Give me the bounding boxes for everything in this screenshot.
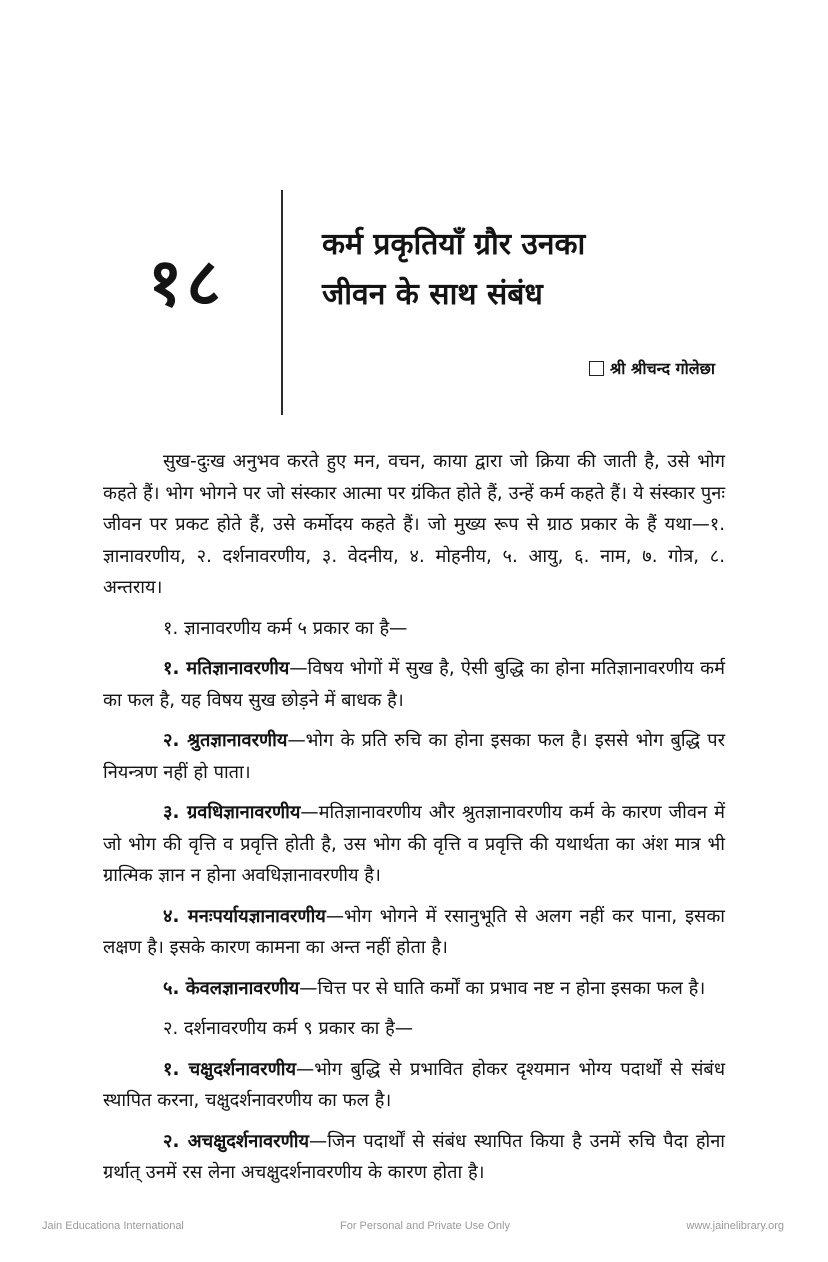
footer-website-link[interactable]: www.jainelibrary.org xyxy=(686,1220,784,1232)
footer-usage-note: For Personal and Private Use Only xyxy=(340,1220,510,1232)
paragraph-item: ४. मनःपर्यायज्ञानावरणीय—भोग भोगने में रसानुभूति से अलग नहीं कर पाना, इसका लक्षण है। इसके कारण कामना का अन्त नहीं होता है। xyxy=(103,905,725,958)
paragraph-item: २. श्रुतज्ञानावरणीय—भोग के प्रति रुचि का होना इसका फल है। इससे भोग बुद्धि पर नियन्त्रण नहीं हो पाता। xyxy=(103,730,726,783)
title-line-1: कर्म प्रकृतियाँ ग्रौर उनका xyxy=(322,227,586,262)
section-heading-jnanavaraniya: १. ज्ञानावरणीय कर्म ५ प्रकार का है— xyxy=(163,617,408,639)
term: ४. मनःपर्यायज्ञानावरणीय xyxy=(163,905,326,927)
paragraph-item: ३. ग्रवधिज्ञानावरणीय—मतिज्ञानावरणीय और श्रुतज्ञानावरणीय कर्म के कारण जीवन में जो भोग की वृत्ति व प्रवृत्ति होती है, उस भोग की वृत्ति व प्रवृत्ति की यथार्थता का अंश मात्र भी ग्रात्मिक ज्ञान न होना अवधिज्ञानावरणीय है। xyxy=(103,802,725,886)
title-line-2: जीवन के साथ संबंध xyxy=(322,277,543,312)
term: २. श्रुतज्ञानावरणीय xyxy=(163,730,288,751)
chapter-title xyxy=(322,220,585,320)
author-name: श्री श्रीचन्द गोलेछा xyxy=(609,359,715,378)
term: ३. ग्रवधिज्ञानावरणीय xyxy=(163,802,301,823)
chapter-number: १८ xyxy=(148,244,225,321)
article-body xyxy=(103,446,725,1189)
paragraph-item: १. चक्षुदर्शनावरणीय—भोग बुद्धि से प्रभावित होकर दृश्यमान भोग्य पदार्थों से संबंध स्थापित करना, चक्षुदर्शनावरणीय का फल है। xyxy=(103,1058,726,1111)
paragraph-item: २. अचक्षुदर्शनावरणीय—जिन पदार्थों से संबंध स्थापित किया है उनमें रुचि पैदा होना ग्रर्थात् उनमें रस लेना अचक्षुदर्शनावरणीय के कारण होता है। xyxy=(103,1130,725,1183)
footer-publisher: Jain Educationa International xyxy=(42,1220,184,1232)
term: १. चक्षुदर्शनावरणीय xyxy=(163,1058,297,1080)
paragraph-item: ५. केवलज्ञानावरणीय—चित्त पर से घाति कर्मों का प्रभाव नष्ट न होना इसका फल है। xyxy=(163,977,706,999)
term: १. मतिज्ञानावरणीय xyxy=(163,658,290,679)
square-bullet-icon xyxy=(589,361,604,376)
section-heading-darshanavaraniya: २. दर्शनावरणीय कर्म ९ प्रकार का है— xyxy=(163,1018,414,1039)
divider-line xyxy=(281,190,283,415)
term: २. अचक्षुदर्शनावरणीय xyxy=(163,1130,310,1152)
author-byline xyxy=(589,357,715,379)
paragraph-intro: सुख-दुःख अनुभव करते हुए मन, वचन, काया द्वारा जो क्रिया की जाती है, उसे भोग कहते हैं। भोग भोगने पर जो संस्कार आत्मा पर ग्रंकित होते हैं, उन्हें कर्म कहते हैं। ये संस्कार पुनः जीवन पर प्रकट होते हैं, उसे कर्मोदय कहते हैं। जो मुख्य रूप से ग्राठ प्रकार के हैं यथा—१. ज्ञानावरणीय, २. दर्शनावरणीय, ३. वेदनीय, ४. मोहनीय, ५. आयु, ६. नाम, ७. गोत्र, ८. अन्तराय। xyxy=(103,451,725,598)
term: ५. केवलज्ञानावरणीय xyxy=(163,977,300,999)
paragraph-item: १. मतिज्ञानावरणीय—विषय भोगों में सुख है, ऐसी बुद्धि का होना मतिज्ञानावरणीय कर्म का फल है, यह विषय सुख छोड़ने में बाधक है। xyxy=(103,658,725,711)
